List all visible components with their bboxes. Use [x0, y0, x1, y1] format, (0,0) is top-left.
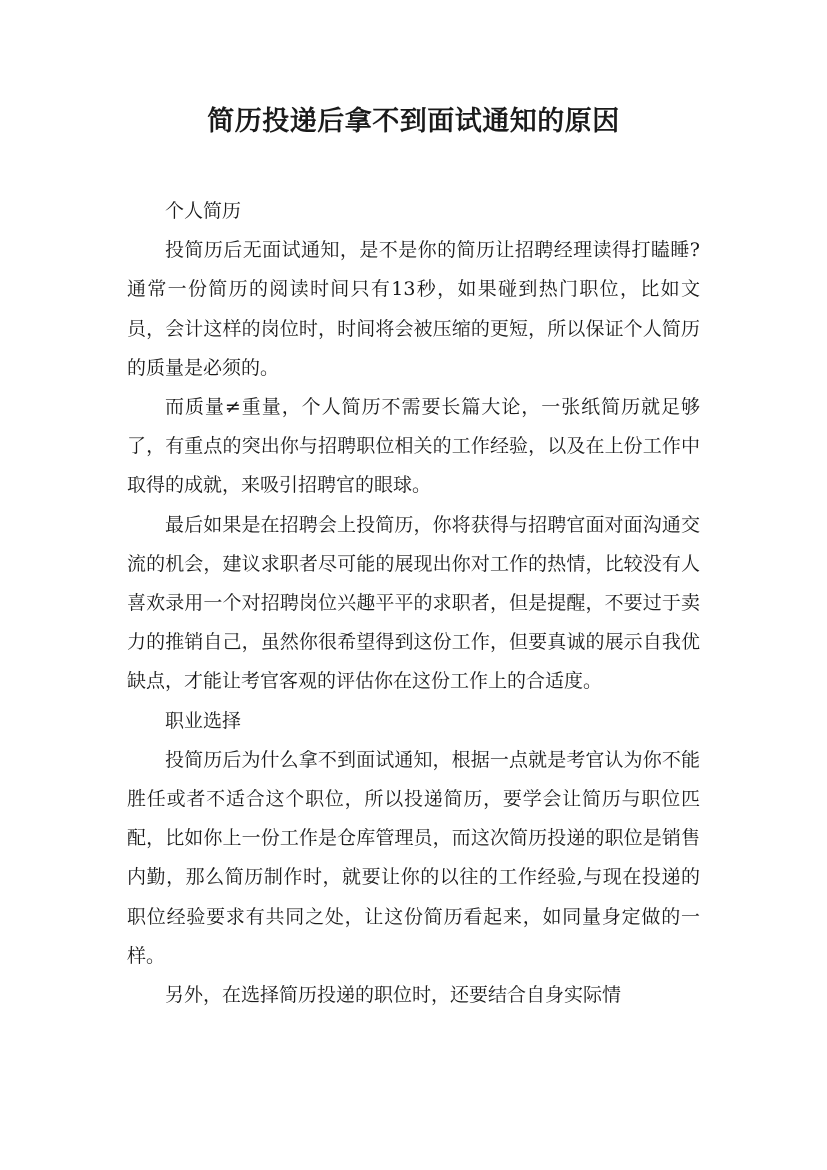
paragraph: 而质量≠重量，个人简历不需要长篇大论，一张纸简历就足够了，有重点的突出你与招聘职位相关的工作经验，以及在上份工作中取得的成就，来吸引招聘官的眼球。: [127, 396, 700, 497]
paragraph: 最后如果是在招聘会上投简历，你将获得与招聘官面对面沟通交流的机会，建议求职者尽可能的展现出你对工作的热情，比较没有人喜欢录用一个对招聘岗位兴趣平平的求职者，但是提醒，不要过于卖力的推销自己，虽然你很希望得到这份工作，但要真诚的展示自我优缺点，才能让考官客观的评估你在这份工作上的合适度。: [127, 513, 700, 693]
document-title: 简历投递后拿不到面试通知的原因: [207, 106, 620, 137]
paragraph: 投简历后无面试通知，是不是你的简历让招聘经理读得打瞌睡?通常一份简历的阅读时间只有13秒，如果碰到热门职位，比如文员，会计这样的岗位时，时间将会被压缩的更短，所以保证个人简历的质量是必须的。: [127, 239, 700, 379]
paragraph: 投简历后为什么拿不到面试通知，根据一点就是考官认为你不能胜任或者不适合这个职位，所以投递简历，要学会让简历与职位匹配，比如你上一份工作是仓库管理员，而这次简历投递的职位是销售内勤，那么简历制作时，就要让你的以往的工作经验,与现在投递的职位经验要求有共同之处，让这份简历看起来，如同量身定做的一样。: [127, 748, 700, 967]
section-heading-career-choice: 职业选择: [165, 709, 242, 732]
paragraph: 另外，在选择简历投递的职位时，还要结合自身实际情: [165, 984, 622, 1007]
section-heading-personal-resume: 个人简历: [165, 200, 242, 222]
document-body: [127, 192, 700, 1015]
